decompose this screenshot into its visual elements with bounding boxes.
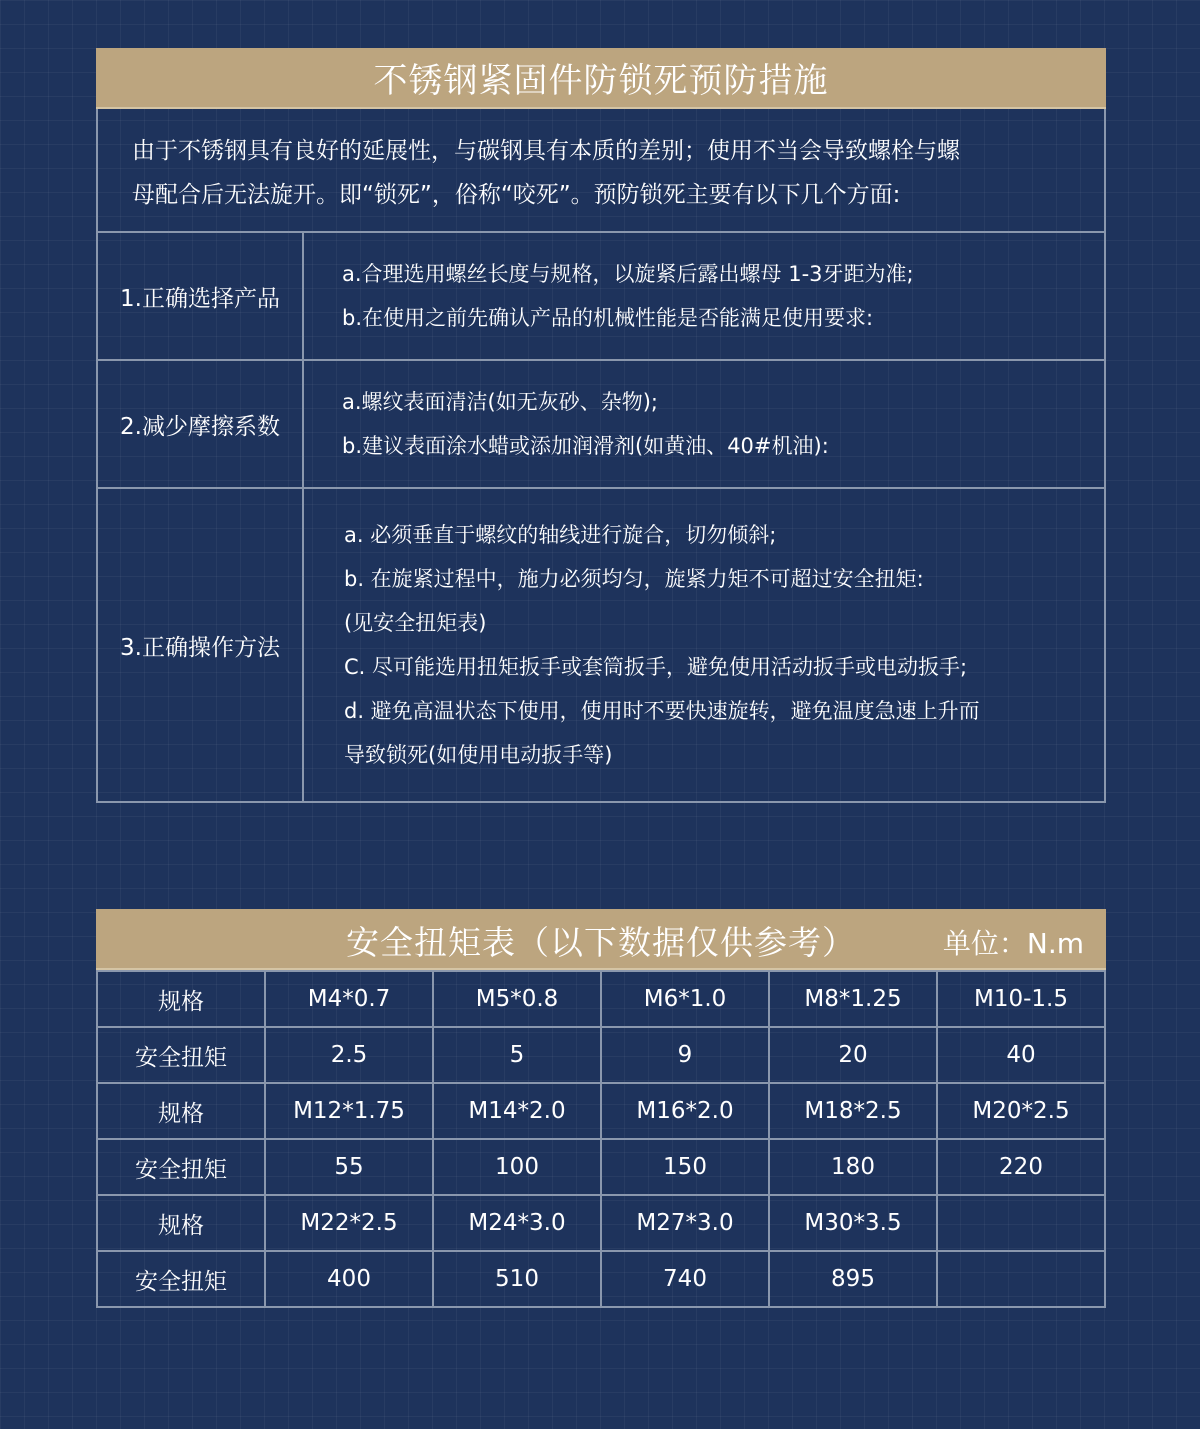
measure-row <box>98 233 1104 361</box>
table-row <box>97 1139 1105 1195</box>
intro-line: 由于不锈钢具有良好的延展性，与碳钢具有本质的差别；使用不当会导致螺栓与螺 <box>132 138 960 164</box>
table-cell: 规格 <box>97 971 265 1027</box>
torque-title: 安全扭矩表（以下数据仅供参考） <box>346 923 856 962</box>
table-cell: 510 <box>433 1251 601 1307</box>
torque-unit: 单位：N.m <box>942 927 1084 960</box>
measure-line: d. 避免高温状态下使用，使用时不要快速旋转，避免温度急速上升而 <box>344 699 980 723</box>
table-cell: M18*2.5 <box>769 1083 937 1139</box>
table-cell: M20*2.5 <box>937 1083 1105 1139</box>
table-cell: 9 <box>601 1027 769 1083</box>
table-cell: 规格 <box>97 1083 265 1139</box>
table-cell: M14*2.0 <box>433 1083 601 1139</box>
torque-section <box>96 909 1106 1308</box>
table-cell: 740 <box>601 1251 769 1307</box>
table-row <box>97 1251 1105 1307</box>
table-cell: M12*1.75 <box>265 1083 433 1139</box>
table-cell: 20 <box>769 1027 937 1083</box>
measure-row <box>98 489 1104 801</box>
table-cell: 100 <box>433 1139 601 1195</box>
table-cell: 安全扭矩 <box>97 1139 265 1195</box>
measure-line: a.螺纹表面清洁(如无灰砂、杂物); <box>342 390 659 414</box>
measure-content <box>304 361 1104 487</box>
table-cell: 40 <box>937 1027 1105 1083</box>
table-cell: 规格 <box>97 1195 265 1251</box>
table-cell: M27*3.0 <box>601 1195 769 1251</box>
anti-seizing-title-bar <box>96 48 1106 109</box>
table-cell: 安全扭矩 <box>97 1251 265 1307</box>
measure-row <box>98 361 1104 489</box>
torque-table <box>96 970 1106 1308</box>
table-row <box>97 971 1105 1027</box>
measure-line: b.在使用之前先确认产品的机械性能是否能满足使用要求: <box>342 306 874 330</box>
anti-seizing-section <box>96 48 1106 803</box>
table-cell: 5 <box>433 1027 601 1083</box>
measure-line: b.建议表面涂水蜡或添加润滑剂(如黄油、40#机油): <box>342 434 829 458</box>
intro-paragraph <box>98 109 1104 233</box>
measure-label: 1.正确选择产品 <box>98 233 304 359</box>
table-cell: M5*0.8 <box>433 971 601 1027</box>
measure-line: b. 在旋紧过程中，施力必须均匀，旋紧力矩不可超过安全扭矩: <box>344 567 924 591</box>
measure-line: a.合理选用螺丝长度与规格，以旋紧后露出螺母 1-3牙距为准; <box>342 262 914 286</box>
table-cell <box>937 1251 1105 1307</box>
table-cell: M6*1.0 <box>601 971 769 1027</box>
measure-content <box>304 489 1104 801</box>
table-cell: 2.5 <box>265 1027 433 1083</box>
measure-line: C. 尽可能选用扭矩扳手或套筒扳手，避免使用活动扳手或电动扳手; <box>344 655 968 679</box>
measure-label: 2.减少摩擦系数 <box>98 361 304 487</box>
table-row <box>97 1027 1105 1083</box>
table-cell: 150 <box>601 1139 769 1195</box>
measure-content <box>304 233 1104 359</box>
measure-line: a. 必须垂直于螺纹的轴线进行旋合，切勿倾斜; <box>344 523 777 547</box>
table-row <box>97 1083 1105 1139</box>
measure-line: 导致锁死(如使用电动扳手等) <box>344 743 613 767</box>
table-cell: 400 <box>265 1251 433 1307</box>
intro-line: 母配合后无法旋开。即“锁死”，俗称“咬死”。预防锁死主要有以下几个方面: <box>132 182 901 208</box>
table-cell: M10-1.5 <box>937 971 1105 1027</box>
table-cell: M16*2.0 <box>601 1083 769 1139</box>
table-cell: 220 <box>937 1139 1105 1195</box>
table-cell: M30*3.5 <box>769 1195 937 1251</box>
table-cell: M22*2.5 <box>265 1195 433 1251</box>
table-cell: M24*3.0 <box>433 1195 601 1251</box>
table-cell: 安全扭矩 <box>97 1027 265 1083</box>
table-cell: M8*1.25 <box>769 971 937 1027</box>
table-cell <box>937 1195 1105 1251</box>
table-cell: M4*0.7 <box>265 971 433 1027</box>
anti-seizing-title: 不锈钢紧固件防锁死预防措施 <box>373 61 829 101</box>
torque-title-bar <box>96 909 1106 970</box>
measure-line: (见安全扭矩表) <box>344 611 487 635</box>
table-cell: 180 <box>769 1139 937 1195</box>
measure-label: 3.正确操作方法 <box>98 489 304 801</box>
table-row <box>97 1195 1105 1251</box>
table-cell: 895 <box>769 1251 937 1307</box>
anti-seizing-frame <box>96 109 1106 803</box>
table-cell: 55 <box>265 1139 433 1195</box>
